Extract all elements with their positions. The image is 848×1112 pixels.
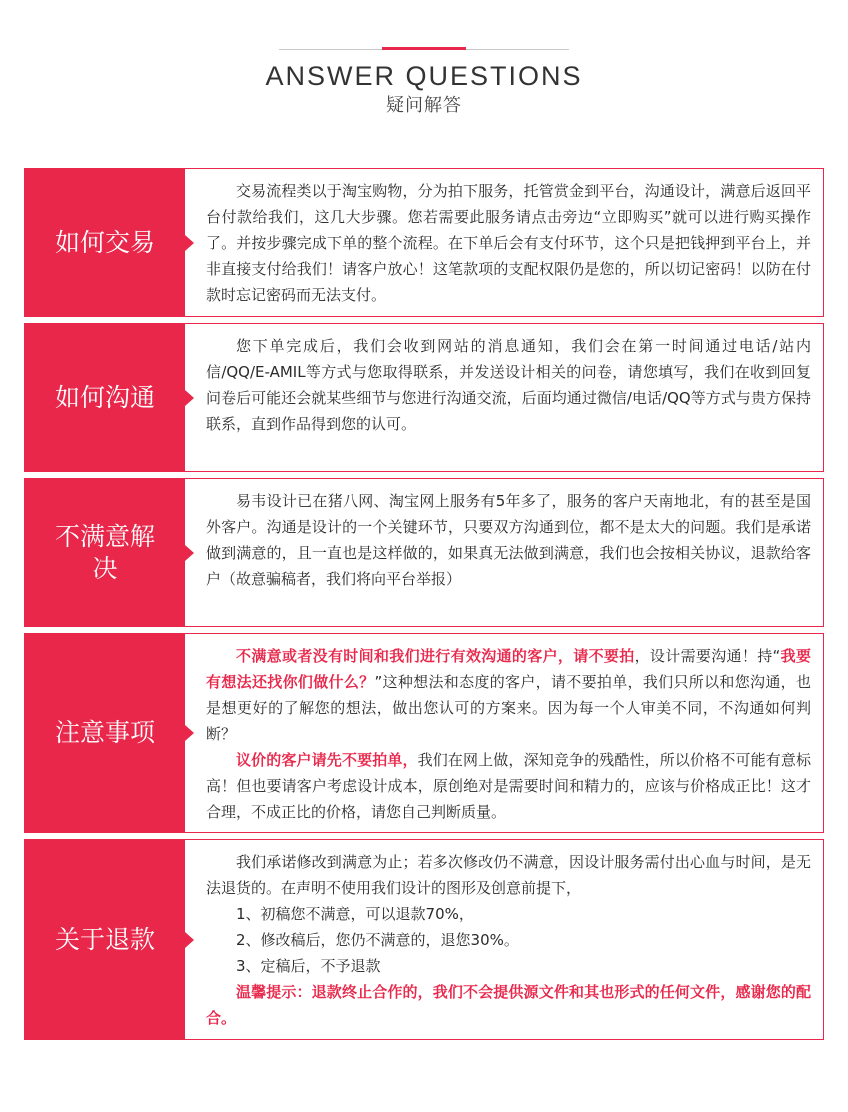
card-label: 如何沟通 [25,324,185,471]
page-subtitle: 疑问解答 [386,95,462,116]
body-text: ，设计需要沟通！持“ [634,647,781,665]
faq-card-notice [24,633,824,833]
body-text: 2、修改稿后，您仍不满意的，退您30%。 [236,931,519,949]
card-label: 关于退款 [25,840,185,1039]
card-label: 注意事项 [25,634,185,832]
highlight-text: 我要有想法还找你们做什么？ [206,647,811,691]
highlight-text: 不满意或者没有时间和我们进行有效沟通的客户，请不要拍 [236,647,635,665]
body-text: 交易流程类以于淘宝购物，分为拍下服务，托管赏金到平台，沟通设计，满意后返回平台付款给我们，这几大步骤。您若需要此服务请点击旁边“立即购买”就可以进行购买操作了。并按步骤完成下单的整个流程。在下单后会有支付环节，这个只是把钱押到平台上，并非直接支付给我们！请客户放心！这笔款项的支配权限仍是您的，所以切记密码！以防在付款时忘记密码而无法支付。 [206,182,811,304]
arrow-right-icon [185,235,194,251]
card-paragraph [206,333,811,437]
body-text: 1、初稿您不满意，可以退款70%， [236,905,474,923]
card-paragraph [206,178,811,308]
card-paragraph [206,979,811,1031]
body-text: 您下单完成后，我们会收到网站的消息通知，我们会在第一时间通过电话/站内信/QQ/E-AMIL等方式与您取得联系，并发送设计相关的问卷，请您填写，我们在收到回复问卷后可能还会就某些细节与您进行沟通交流，后面均通过微信/电话/QQ等方式与贵方保持联系，直到作品得到您的认可。 [206,337,811,433]
card-body [206,849,811,1031]
card-label: 不满意解决 [25,479,185,626]
arrow-right-icon [185,932,194,948]
body-text: 3、定稿后，不予退款 [236,957,381,975]
header-accent-bar [382,47,466,50]
arrow-right-icon [185,545,194,561]
card-body [206,178,811,308]
card-paragraph [206,488,811,592]
faq-card-communication [24,323,824,472]
highlight-text: 温馨提示：退款终止合作的，我们不会提供源文件和其也形式的任何文件，感谢您的配合。 [206,983,811,1027]
card-paragraph [206,849,811,901]
faq-card-refund [24,839,824,1040]
body-text: 易韦设计已在猪八网、淘宝网上服务有5年多了，服务的客户天南地北，有的甚至是国外客户。沟通是设计的一个关键环节，只要双方沟通到位，都不是太大的问题。我们是承诺做到满意的，且一直也是这样做的，如果真无法做到满意，我们也会按相关协议，退款给客户（故意骗稿者，我们将向平台举报） [206,492,811,588]
arrow-right-icon [185,390,194,406]
card-paragraph [206,953,811,979]
card-label: 如何交易 [25,169,185,316]
arrow-right-icon [185,725,194,741]
body-text: ”这种想法和态度的客户，请不要拍单，我们只所以和您沟通，也是想更好的了解您的想法，做出您认可的方案来。因为每一个人审美不同，不沟通如何判断？ [206,673,811,743]
card-paragraph [206,747,811,825]
card-body [206,488,811,592]
card-body [206,643,811,825]
card-paragraph [206,927,811,953]
body-text: 我们在网上做，深知竞争的残酷性，所以价格不可能有意标高！但也要请客户考虑设计成本，原创绝对是需要时间和精力的，应该与价格成正比！这才合理，不成正比的价格，请您自己判断质量。 [206,751,811,821]
page-title: ANSWER QUESTIONS [265,61,583,91]
card-body [206,333,811,437]
faq-card-dissatisfaction [24,478,824,627]
card-paragraph [206,643,811,747]
highlight-text: 议价的客户请先不要拍单， [236,751,418,769]
faq-card-trading [24,168,824,317]
card-paragraph [206,901,811,927]
body-text: 我们承诺修改到满意为止；若多次修改仍不满意，因设计服务需付出心血与时间，是无法退货的。在声明不使用我们设计的图形及创意前提下， [206,853,811,897]
